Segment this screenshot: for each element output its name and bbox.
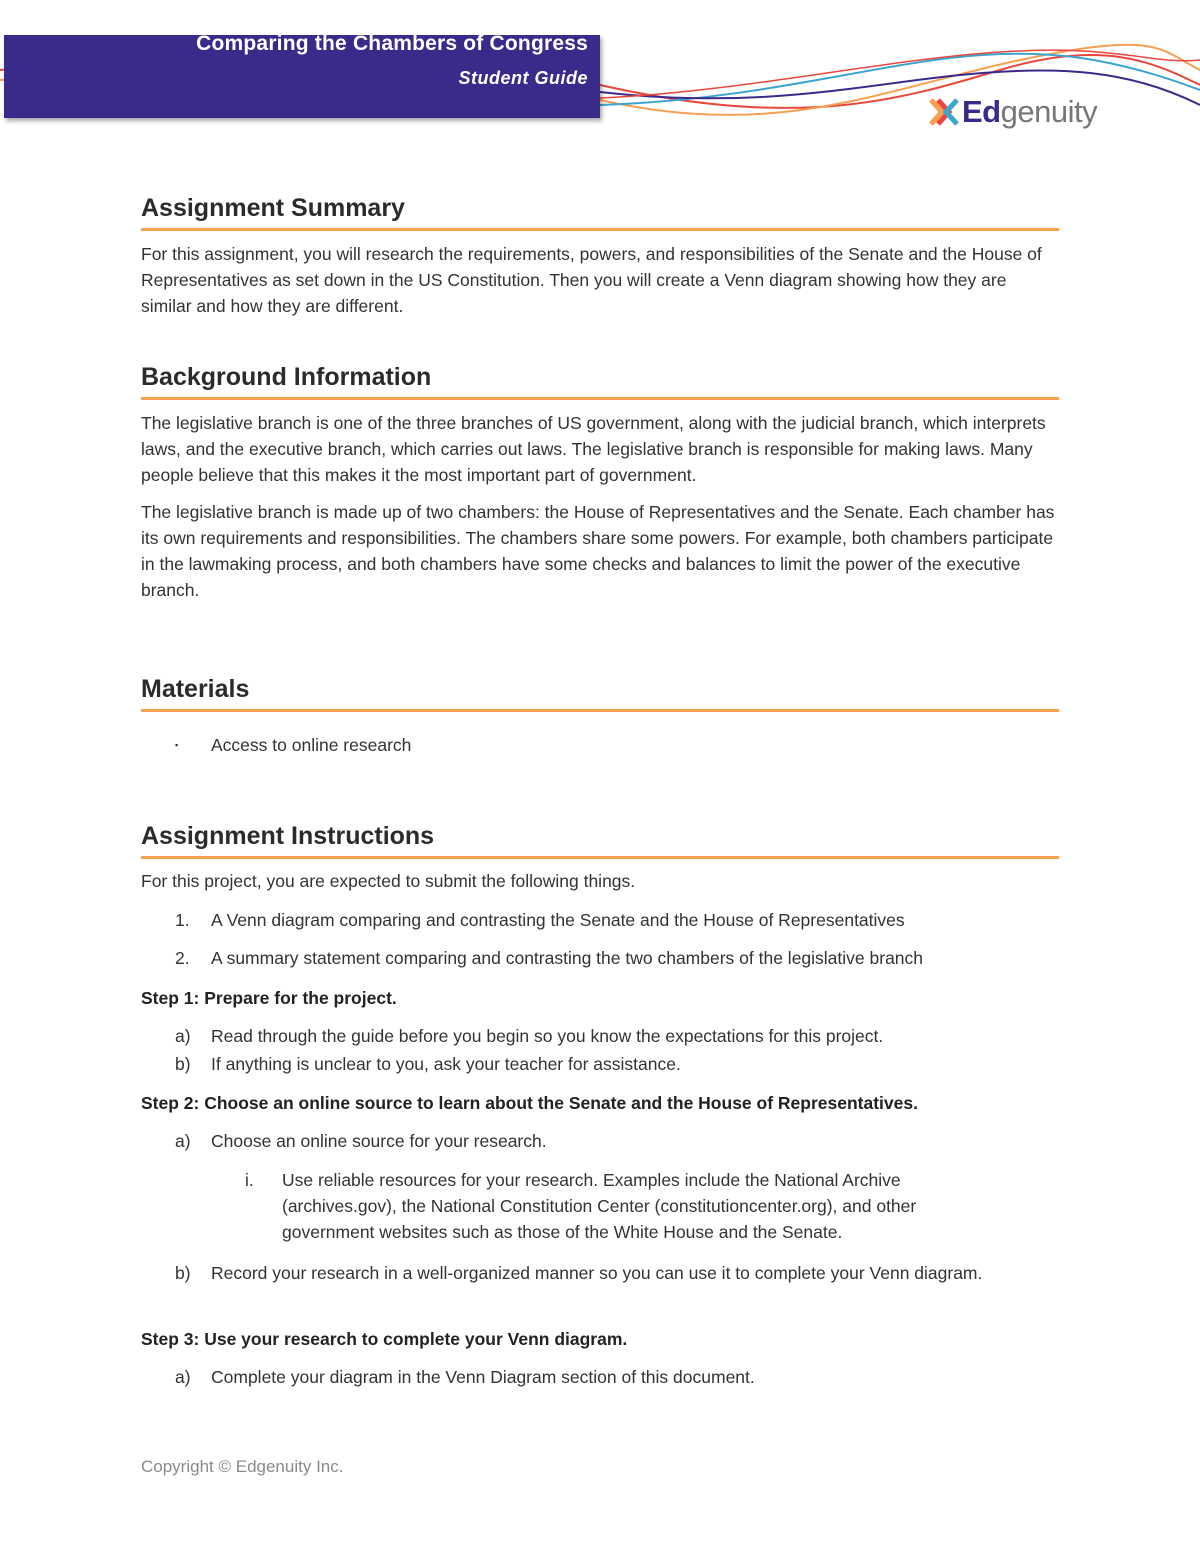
section-heading: Materials xyxy=(141,674,1059,712)
section-heading: Assignment Summary xyxy=(141,193,1059,231)
list-marker: a) xyxy=(175,1026,191,1046)
list-item-text: Use reliable resources for your research. Examples include the National Archive (archives.gov), the National Constitution Center (constitutioncenter.org), and other government websites such as those of the White House and the Senate. xyxy=(282,1170,917,1242)
list-marker: 2. xyxy=(175,948,190,968)
background-paragraph-1: The legislative branch is one of the three branches of US government, along with the judicial branch, which interprets laws, and the executive branch, which carries out laws. The legislative branch is responsible for making laws. Many people believe that this makes it the most important part of government. xyxy=(141,413,1046,485)
list-marker: b) xyxy=(175,1054,191,1074)
background-paragraph-2: The legislative branch is made up of two chambers: the House of Representatives and the Senate. Each chamber has its own requirements and responsibilities. The chambers share some powers. For example, both chambers participate in the lawmaking process, and both chambers have some checks and balances to limit the power of the executive branch. xyxy=(141,502,1055,600)
list-marker: 1. xyxy=(175,910,190,930)
copyright-footer: Copyright © Edgenuity Inc. xyxy=(141,1457,344,1476)
list-item-text: Choose an online source for your research. xyxy=(211,1131,547,1151)
list-item-text: A Venn diagram comparing and contrasting the Senate and the House of Representatives xyxy=(211,910,905,930)
document-subtitle: Student Guide xyxy=(458,68,588,88)
list-marker: i. xyxy=(245,1170,254,1190)
logo-wordmark: Edgenuity xyxy=(962,94,1098,129)
step-3-title: Step 3: Use your research to complete your Venn diagram. xyxy=(141,1329,628,1349)
summary-text: For this assignment, you will research the requirements, powers, and responsibilities of the Senate and the House of Representatives as set down in the US Constitution. Then you will create a Venn diagram showing how they are similar and how they are different. xyxy=(141,244,1042,316)
assignment-summary-section xyxy=(141,193,1059,319)
list-marker: a) xyxy=(175,1131,191,1151)
list-item-text: If anything is unclear to you, ask your teacher for assistance. xyxy=(211,1054,681,1074)
list-marker: a) xyxy=(175,1367,191,1387)
bullet-marker: ▪ xyxy=(175,740,179,750)
list-item-text: Complete your diagram in the Venn Diagram section of this document. xyxy=(211,1367,755,1387)
list-marker: b) xyxy=(175,1263,191,1283)
list-item-text: Read through the guide before you begin so you know the expectations for this project. xyxy=(211,1026,884,1046)
list-item-text: Record your research in a well-organized manner so you can use it to complete your Venn diagram. xyxy=(211,1263,983,1283)
header-banner xyxy=(4,32,600,118)
edgenuity-logo xyxy=(928,92,1097,132)
step-1-title: Step 1: Prepare for the project. xyxy=(141,988,397,1008)
instructions-section: Assignment Instructions For this project, you are expected to submit the following things. 1. A Venn diagram comparing and contrasting the Senate and the House of Representatives 2. A summary statement comparing and contrasting the two chambers of the legislative branch Step 1: Prepare for the project. a) Read through the guide before you begin so you know the expectations for this project. b) If anything is unclear to you, ask your teacher for assistance. Step 2: Choose an online source to learn about the Senate and the House of Representatives. a) Choose an online source for your research. i. Use reliable resources for your research. Examples include the National Archive (archives.gov), the National Constitution Center (constitutioncenter.org), and other government websites such as those of the White House and the Senate. b) Record your research in a well-organized manner so you can use it to complete your Venn diagram. Step 3: Use your research to complete your Venn diagram. a) Complete your diagram in the Venn Diagram section of this document. xyxy=(141,821,1059,859)
section-heading: Assignment Instructions xyxy=(141,821,1059,859)
background-section xyxy=(141,362,1059,603)
document-title: Comparing the Chambers of Congress xyxy=(196,32,588,55)
section-heading: Background Information xyxy=(141,362,1059,400)
list-item xyxy=(141,732,1059,758)
list-item-text: A summary statement comparing and contrasting the two chambers of the legislative branch xyxy=(211,948,924,968)
step-2-title: Step 2: Choose an online source to learn about the Senate and the House of Representatives. xyxy=(141,1093,918,1113)
list-item-text: Access to online research xyxy=(211,735,412,755)
materials-section xyxy=(141,674,1059,758)
edgenuity-x-icon xyxy=(928,96,960,128)
